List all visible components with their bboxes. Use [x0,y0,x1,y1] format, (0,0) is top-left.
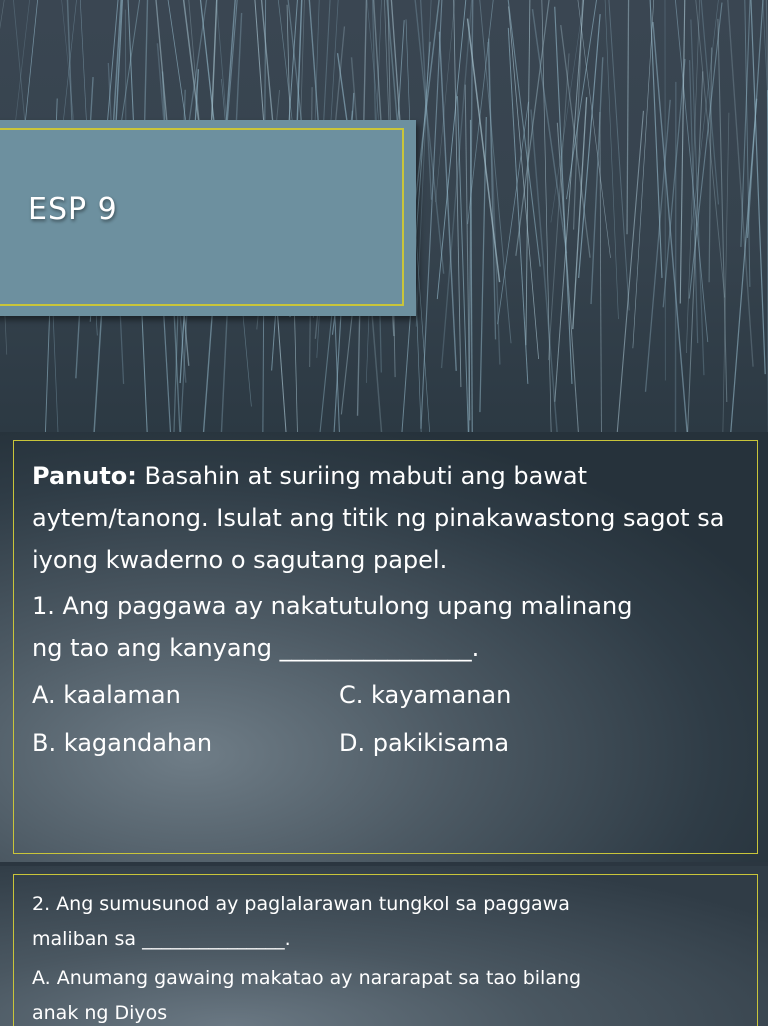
background-line [718,19,727,402]
choice-d: D. pakikisama [339,719,739,767]
background-line [730,99,757,432]
instruction-paragraph [32,455,739,581]
question-1-line-1: 1. Ang paggawa ay nakatutulong upang malinang [32,585,739,627]
choice-c: C. kayamanan [339,671,739,719]
question-2-choice-a-line-1: A. Anumang gawaing makatao ay nararapat sa tao bilang [32,961,739,996]
background-line [633,0,654,348]
background-line [542,0,552,432]
question-1-choices [32,671,739,767]
title-box [0,120,416,316]
instruction-label: Panuto: [32,462,137,490]
background-line [680,0,685,304]
question-1-content-box [13,440,758,854]
background-line [650,0,662,278]
question-slide-2 [0,866,768,1026]
background-line [627,0,629,234]
question-2-line-1: 2. Ang sumusunod ay paglalarawan tungkol sa paggawa [32,887,739,922]
background-line [479,0,511,343]
background-line [646,100,671,392]
question-1-line-2: ng tao ang kanyang ________________. [32,627,739,669]
choice-b: B. kagandahan [32,719,339,767]
question-2-line-2: maliban sa _______________. [32,922,739,957]
background-line [498,102,529,324]
instruction-text: Basahin at suriing mabuti ang bawat aytem/tanong. Isulat ang titik ng pinakawastong sagot sa iyong kwaderno o sagutang papel. [32,462,724,574]
choice-a: A. kaalaman [32,671,339,719]
title-slide [0,0,768,432]
question-2-choice-a-line-2: anak ng Diyos [32,996,739,1026]
background-line [577,0,610,258]
background-line [442,0,473,368]
question-2-content-box [13,874,758,1026]
background-line [617,111,644,432]
background-line [600,112,602,432]
background-line [439,32,456,371]
background-line [579,14,600,278]
slide-title: ESP 9 [28,192,118,227]
question-slide-1 [0,432,768,862]
background-line [436,0,456,202]
background-line [709,47,711,282]
background-line [751,0,765,374]
background-line [532,9,566,253]
